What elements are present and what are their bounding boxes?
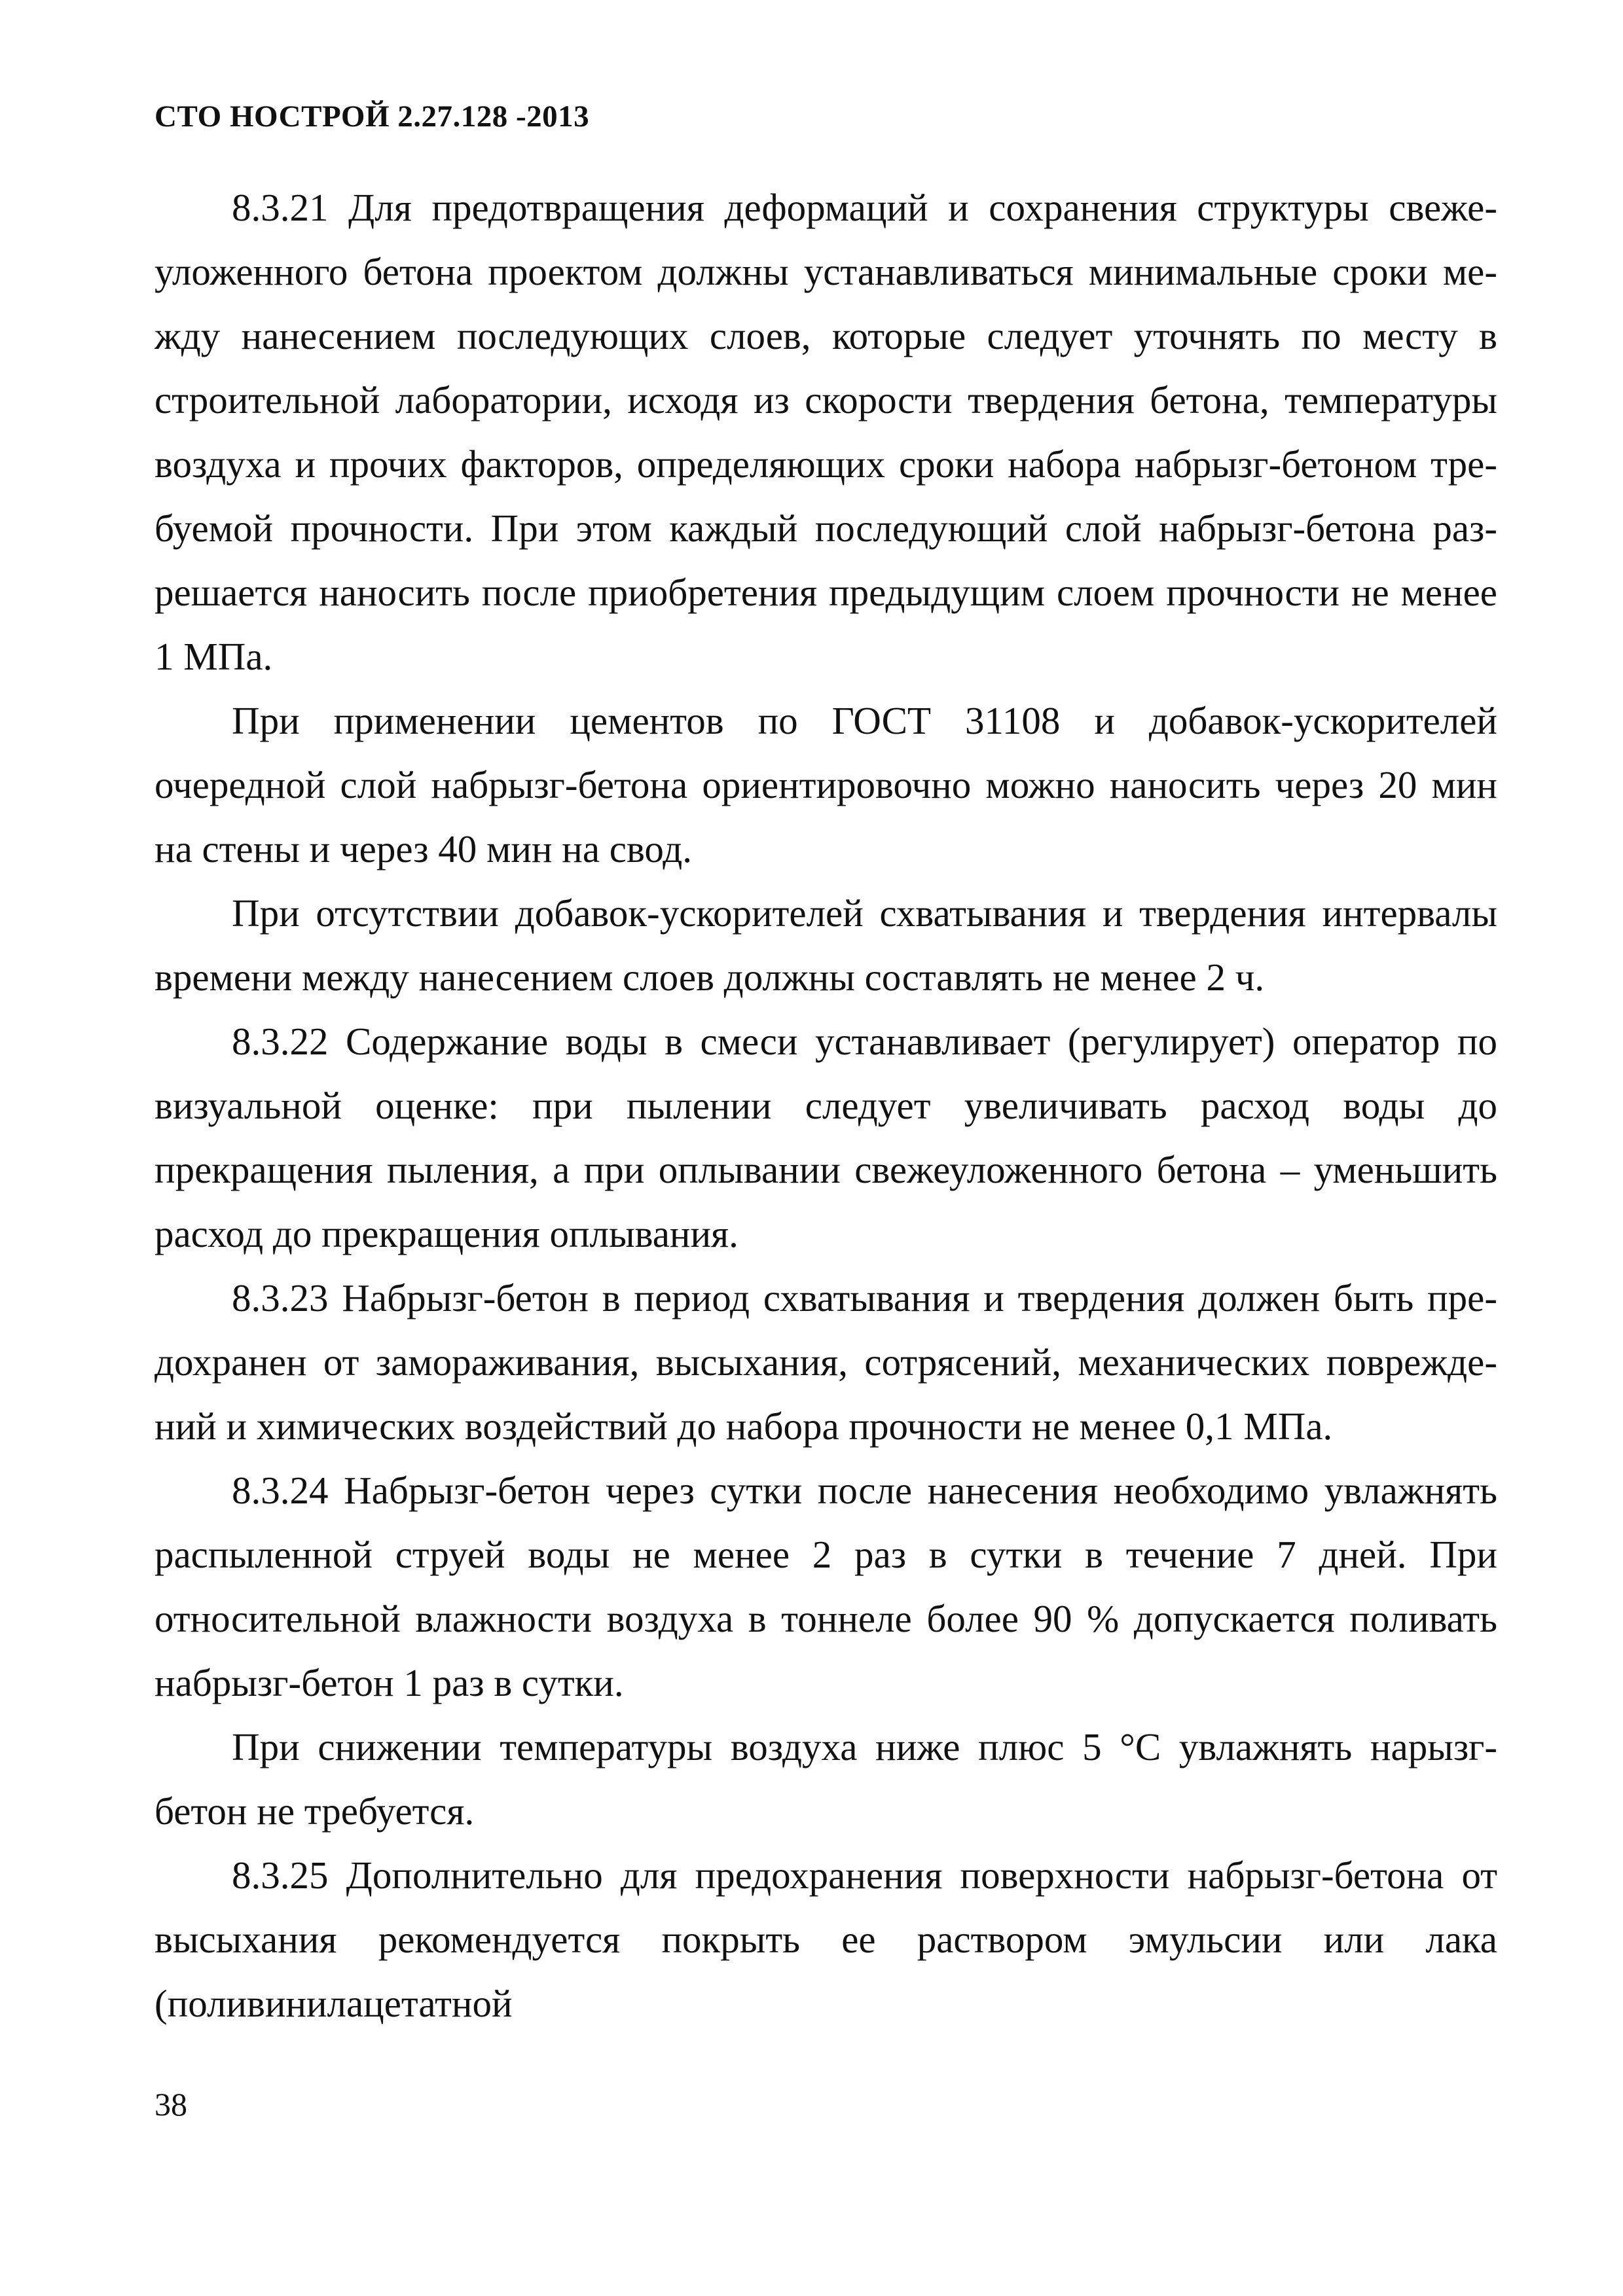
paragraph-8-3-25: 8.3.25 Дополнительно для предохранения поверхности набрызг-бетона от высыхания рекомендуется покрыть ее раствором эмульсии или лака (поливинилацетатной: [155, 1854, 1497, 2025]
paragraph-8-3-22: 8.3.22 Содержание воды в смеси устанавливает (регулирует) оператор по визуальной оценке: при пылении следует увеличивать расход воды до прекращения пыления, а при оплывании свежеуложенного бетона – уменьшить расход до прекращения оплывания.: [155, 1020, 1497, 1255]
paragraph-no-accelerators: При отсутствии добавок-ускорителей схватывания и твердения интервалы времени между нанесением слоев должны составлять не менее 2 ч.: [155, 891, 1497, 999]
document-header-code: СТО НОСТРОЙ 2.27.128 -2013: [155, 99, 590, 134]
document-body: [155, 175, 1497, 2036]
paragraph-8-3-24: 8.3.24 Набрызг-бетон через сутки после нанесения необходимо увлажнять распыленной струей воды не менее 2 раз в сутки в течение 7 дней. При относительной влажности воздуха в тоннеле более 90 % допускается поливать набрызг-бетон 1 раз в сутки.: [155, 1469, 1497, 1704]
paragraph-low-temperature: При снижении температуры воздуха ниже плюс 5 °С увлажнять нарызг-бетон не требуется.: [155, 1725, 1497, 1833]
page-number: 38: [155, 2086, 187, 2123]
paragraph-8-3-23: 8.3.23 Набрызг-бетон в период схватывания и твердения должен быть предохранен от замораживания, высыхания, сотрясений, механических повреждений и химических воздействий до набора прочности не менее 0,1 МПа.: [155, 1276, 1497, 1448]
paragraph-gost-31108: При применении цементов по ГОСТ 31108 и добавок-ускорителей очередной слой набрызг-бетона ориентировочно можно наносить через 20 мин на стены и через 40 мин на свод.: [155, 699, 1497, 870]
paragraph-8-3-21: 8.3.21 Для предотвращения деформаций и сохранения структуры свежеуложенного бетона проектом должны устанавливаться минимальные сроки между нанесением последующих слоев, которые следует уточнять по месту в строительной лаборатории, исходя из скорости твердения бетона, температуры воздуха и прочих факторов, определяющих сроки набора набрызг-бетоном требуемой прочности. При этом каждый последующий слой набрызг-бетона разрешается наносить после приобретения предыдущим слоем прочности не менее 1 МПа.: [155, 186, 1497, 678]
